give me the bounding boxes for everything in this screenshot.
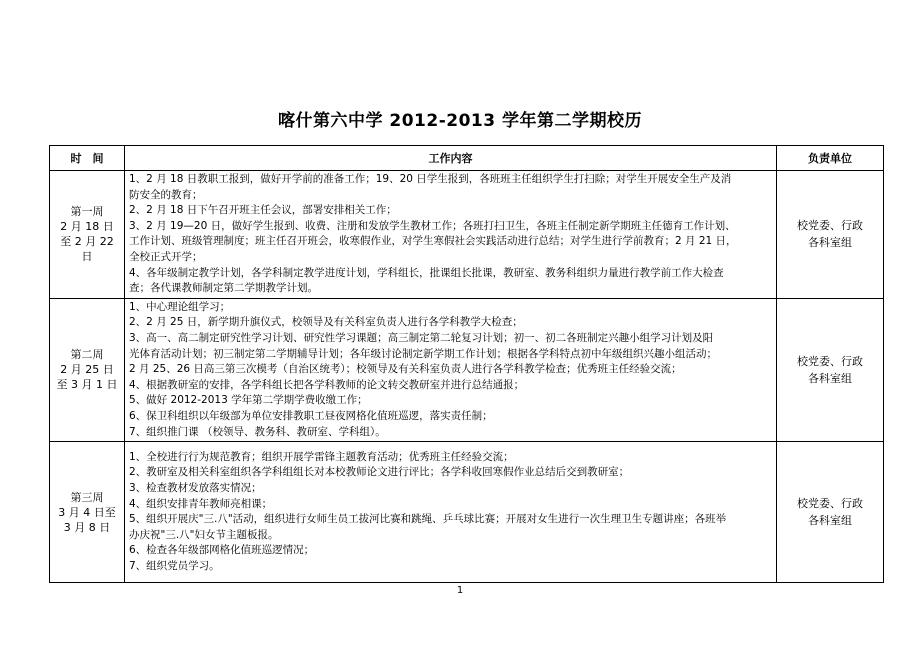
content-line: 查；各代课教师制定第二学期教学计划。 [129, 282, 318, 295]
content-line: 2 月 25、26 日高三第三次模考（自治区统考）；校领导及有关科室负责人进行各学科教学检查；优秀班主任经验交流； [129, 363, 682, 376]
content-line: 全校正式开学； [129, 250, 203, 263]
responsible-unit [777, 298, 884, 441]
unit-line: 各科室组 [808, 514, 852, 528]
responsible-unit [777, 442, 884, 583]
unit-line: 校党委、行政 [797, 497, 863, 511]
week-name: 第三周 [70, 490, 104, 504]
content-line: 1、中心理论组学习； [129, 300, 231, 313]
content-line: 2、教研室及相关科室组织各学科组组长对本校教师论文进行评比；各学科收回寒假作业总结后交到教研室； [129, 466, 630, 479]
week-content [125, 442, 777, 583]
content-line: 5、组织开展庆"三.八"活动，组织进行女师生员工拔河比赛和跳绳、乒乓球比赛；开展对女生进行一次生理卫生专题讲座；各班举 [129, 513, 727, 526]
week-content [125, 298, 777, 441]
week-date: 2 月 18 日 [60, 220, 114, 234]
content-line: 2、2 月 25 日，新学期升旗仪式，校领导及有关科室负责人进行各学科教学大检查； [129, 316, 523, 329]
week-date: 至 3 月 1 日 [56, 378, 118, 392]
content-line: 7、组织推门课 （校领导、教务科、教研室、学科组）。 [129, 425, 386, 438]
content-line: 工作计划、班级管理制度；班主任召开班会，收寒假作业，对学生寒假社会实践活动进行总结；对学生进行学前教育；2 月 21 日， [129, 235, 737, 248]
week-date: 3 月 8 日 [63, 520, 111, 534]
school-calendar-table [49, 145, 884, 583]
header-unit: 负责单位 [777, 146, 884, 171]
unit-line: 校党委、行政 [797, 219, 863, 233]
content-line: 1、全校进行行为规范教育；组织开展学雷锋主题教育活动；优秀班主任经验交流； [129, 450, 514, 463]
header-content: 工作内容 [125, 146, 777, 171]
unit-line: 各科室组 [808, 371, 852, 385]
week-date: 日 [81, 250, 93, 264]
table-row [50, 298, 884, 441]
table-row [50, 171, 884, 299]
page-number: 1 [456, 585, 464, 596]
week-period [50, 171, 125, 299]
content-line: 3、检查教材发放落实情况； [129, 481, 262, 494]
responsible-unit [777, 171, 884, 299]
content-line: 办庆祝"三.八"妇女节主题板报。 [129, 528, 279, 541]
content-line: 5、做好 2012-2013 学年第二学期学费收缴工作； [129, 394, 368, 407]
content-line: 1、2 月 18 日教职工报到，做好开学前的准备工作；19、20 日学生报到，各班班主任组织学生打扫除；对学生开展安全生产及消 [129, 173, 732, 185]
content-line: 光体育活动计划；初三制定第二学期辅导计划；各年级讨论制定新学期工作计划；根据各学科特点初中年级组织兴趣小组活动； [129, 347, 717, 360]
table-header-row [50, 146, 884, 171]
content-line: 7、组织党员学习。 [129, 559, 220, 572]
table-row [50, 442, 884, 583]
week-period [50, 298, 125, 441]
week-date: 至 2 月 22 [60, 235, 114, 249]
week-content [125, 171, 777, 299]
unit-line: 校党委、行政 [797, 354, 863, 368]
content-line: 2、2 月 18 日下午召开班主任会议，部署安排相关工作； [129, 204, 397, 217]
week-date: 3 月 4 日至 [58, 505, 116, 519]
week-name: 第一周 [70, 205, 104, 219]
week-date: 2 月 25 日 [60, 363, 114, 377]
header-time: 时 间 [50, 146, 125, 171]
content-line: 4、根据教研室的安排，各学科组长把各学科教师的论文转交教研室并进行总结通报； [129, 378, 525, 391]
content-line: 6、检查各年级部网格化值班巡逻情况； [129, 544, 315, 557]
content-line: 3、2 月 19—20 日，做好学生报到、收费、注册和发放学生教材工作；各班打扫卫生，各班主任制定新学期班主任德育工作计划、 [129, 219, 736, 232]
week-period [50, 442, 125, 583]
content-line: 3、高一、高二制定研究性学习计划、研究性学习课题；高三制定第二轮复习计划；初一、初二各班制定兴趣小组学习计划及阳 [129, 331, 714, 344]
week-name: 第二周 [70, 348, 104, 362]
content-line: 6、保卫科组织以年级部为单位安排教职工昼夜网格化值班巡逻，落实责任制； [129, 409, 493, 422]
content-line: 4、组织安排青年教师亮相课； [129, 497, 273, 510]
content-line: 4、各年级制定教学计划，各学科制定教学进度计划，学科组长，批课组长批课，教研室、教务科组织力量进行教学前工作大检查 [129, 266, 724, 279]
unit-line: 各科室组 [808, 236, 852, 250]
page-title: 喀什第六中学 2012-2013 学年第二学期校历 [277, 111, 643, 131]
content-line: 防安全的教育； [129, 188, 203, 201]
